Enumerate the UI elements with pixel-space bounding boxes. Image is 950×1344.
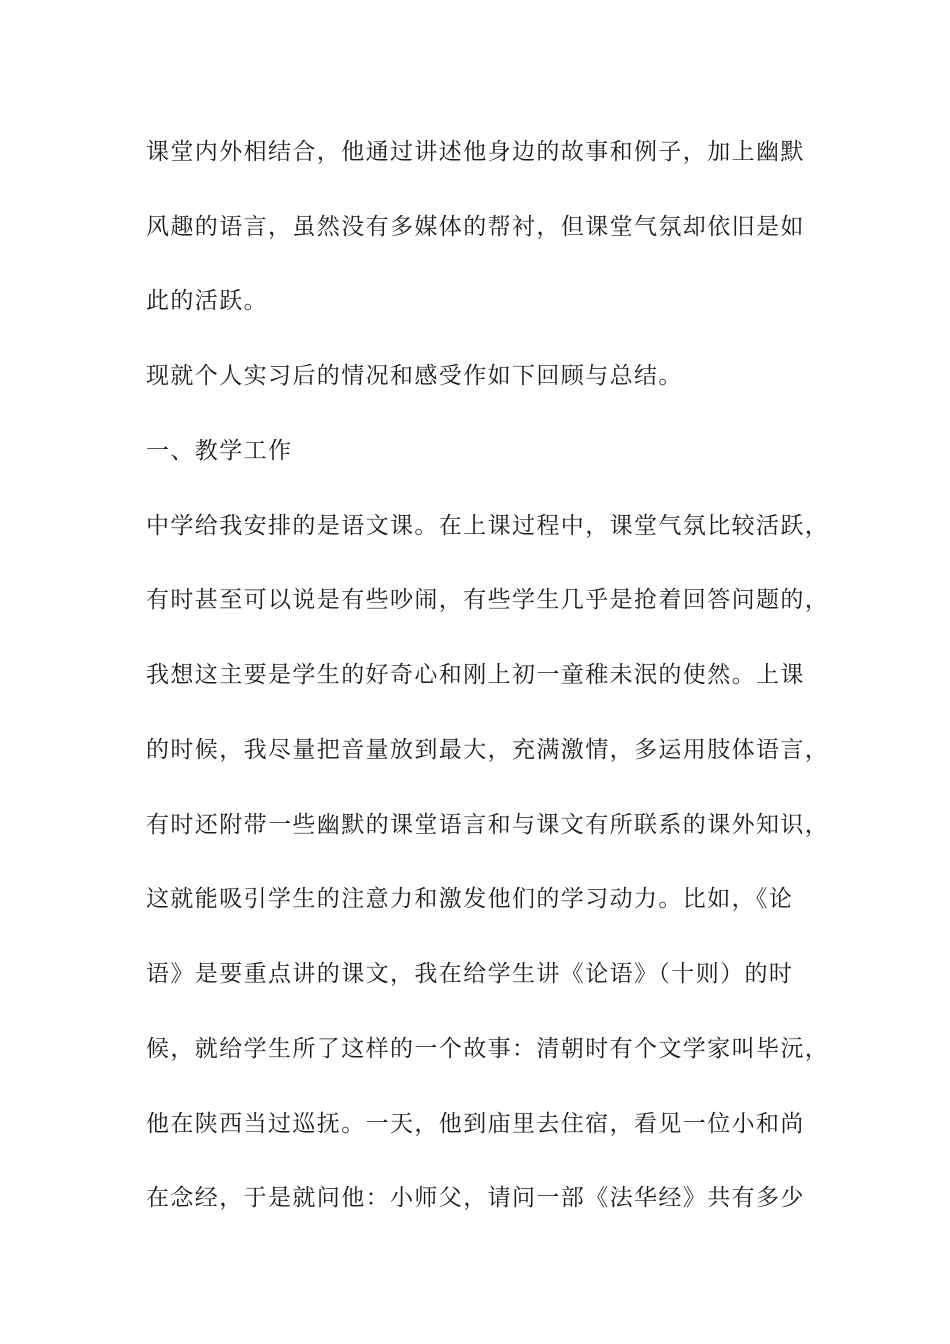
text-line: 课堂内外相结合，他通过讲述他身边的故事和例子，加上幽默 <box>146 139 805 165</box>
text-line: 有时还附带一些幽默的课堂语言和与课文有所联系的课外知识， <box>146 812 830 838</box>
text-line: 风趣的语言，虽然没有多媒体的帮衬，但课堂气氛却依旧是如 <box>146 214 805 240</box>
text-line: 中学给我安排的是语文课。在上课过程中，课堂气氛比较活跃， <box>146 513 830 539</box>
text-line: 现就个人实习后的情况和感受作如下回顾与总结。 <box>146 363 683 389</box>
text-line: 我想这主要是学生的好奇心和刚上初一童稚未泯的使然。上课 <box>146 662 805 688</box>
section-heading: 一、教学工作 <box>146 438 293 464</box>
text-line: 这就能吸引学生的注意力和激发他们的学习动力。比如，《论 <box>146 886 794 912</box>
text-line: 语》是要重点讲的课文，我在给学生讲《论语》（十则）的时 <box>146 961 794 987</box>
text-line: 候，就给学生所了这样的一个故事：清朝时有个文学家叫毕沅， <box>146 1036 830 1062</box>
text-line: 他在陕西当过巡抚。一天，他到庙里去住宿，看见一位小和尚 <box>146 1111 805 1137</box>
text-line: 此的活跃。 <box>146 288 268 314</box>
text-line: 有时甚至可以说是有些吵闹，有些学生几乎是抢着回答问题的， <box>146 587 830 613</box>
text-line: 的时候，我尽量把音量放到最大，充满激情，多运用肢体语言， <box>146 737 830 763</box>
text-line: 在念经，于是就问他：小师父，请问一部《法华经》共有多少 <box>146 1185 805 1211</box>
